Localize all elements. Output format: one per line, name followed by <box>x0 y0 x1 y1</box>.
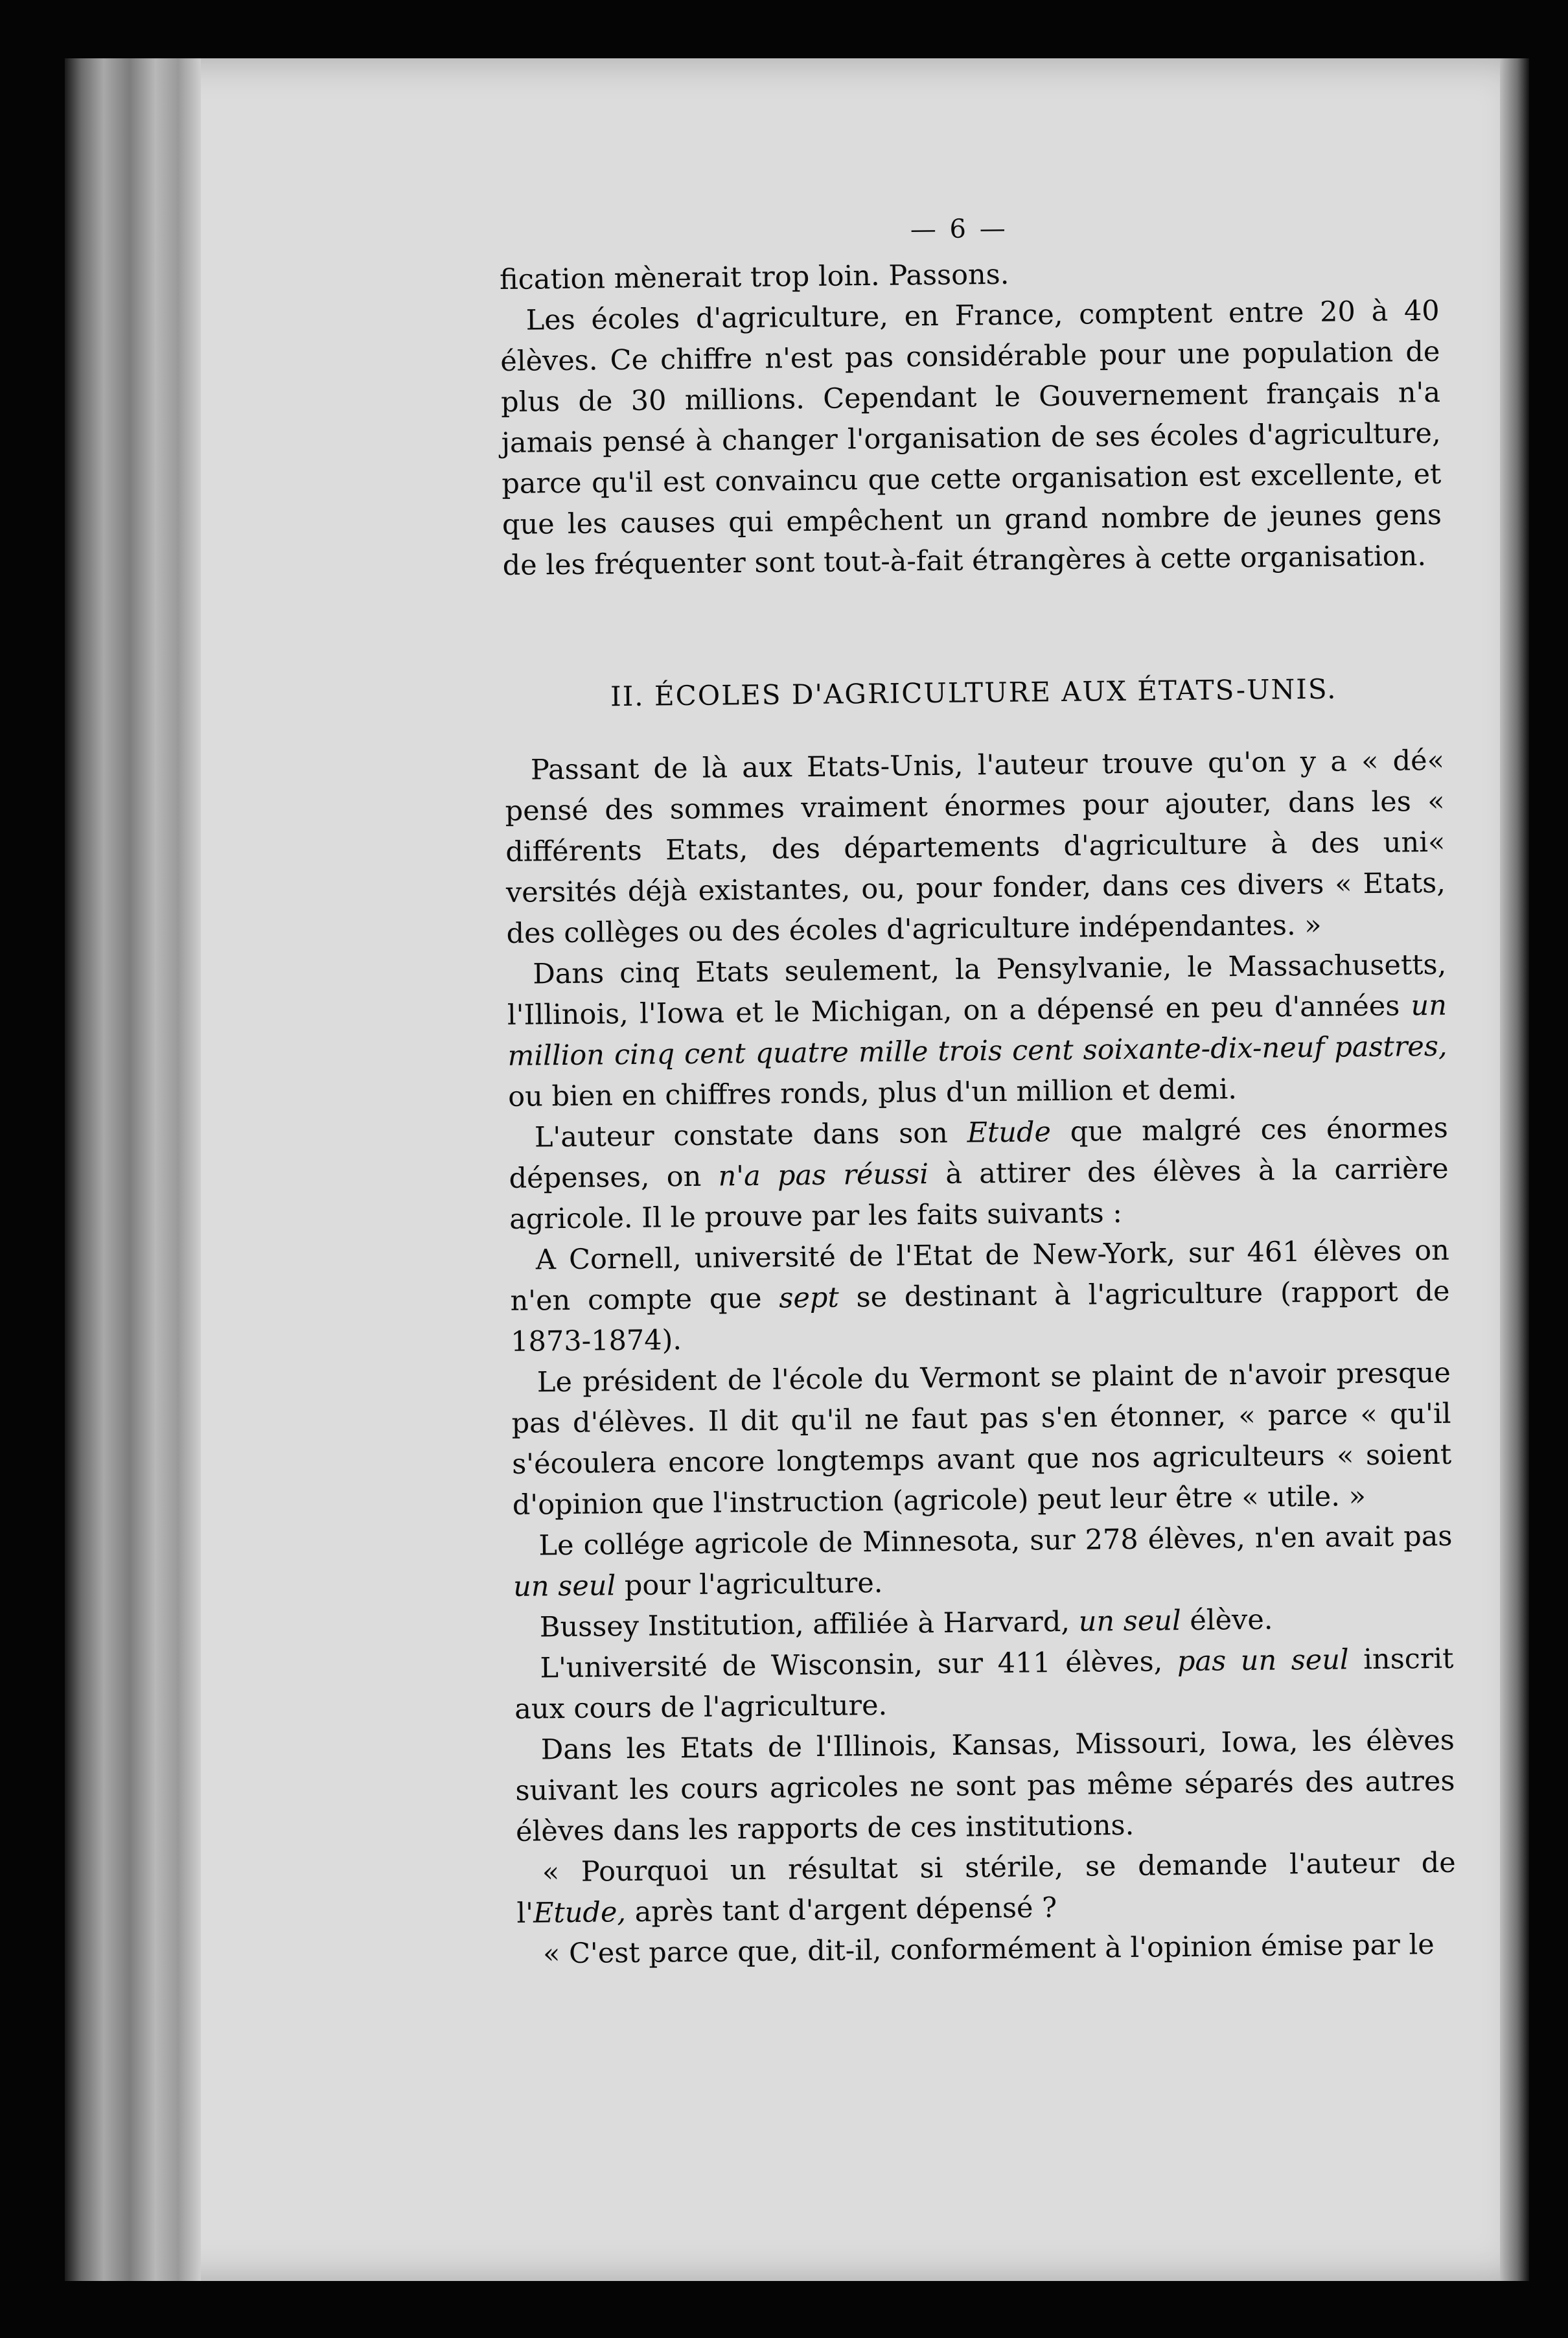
text-run: Dans cinq Etats seulement, la Pensylvanie, le Massachusetts, l'Illinois, l'Iowa et le Michigan, on a dépensé en peu d'années <box>507 948 1447 1032</box>
paragraph-etats-unis-spending: Passant de là aux Etats-Unis, l'auteur trouve qu'on y a « dé« pensé des sommes vraiment énormes pour ajouter, dans les « différents Etats, des départements d'agriculture à des uni« versités déjà existantes, ou, pour fonder, dans ces divers « Etats, des collèges ou des écoles d'agriculture indépendantes. » <box>505 744 1446 950</box>
paragraph-five-states <box>507 945 1448 1118</box>
paragraph-author-finds <box>509 1108 1449 1240</box>
text-run: que malgré ces énormes dépenses, on <box>509 1111 1449 1195</box>
italic-not-succeeded: n'a pas réussi <box>718 1158 929 1193</box>
text-run: pour l'agriculture. <box>615 1566 883 1603</box>
italic-not-one: pas un seul <box>1177 1643 1349 1678</box>
italic-amount: un million cinq cent quatre mille trois cent soixante-dix-neuf pastres, <box>507 989 1447 1072</box>
text-run: L'auteur constate dans son <box>534 1117 967 1154</box>
paragraph-vermont: Le président de l'école du Vermont se plaint de n'avoir presque pas d'élèves. Il dit qu'il ne faut pas s'en étonner, « parce « qu'il s'écoulera encore longtemps avant que nos agriculteurs « soient d'opinion que l'instruction (agricole) peut leur être « utile. » <box>511 1356 1452 1522</box>
page-number: — 6 — <box>910 213 1008 245</box>
text-run: « Pourquoi un résultat si stérile, se demande l'auteur de l' <box>516 1846 1456 1930</box>
paragraph-why-question <box>516 1843 1456 1934</box>
page-text-block <box>499 204 1457 1975</box>
text-run: élève. <box>1181 1603 1273 1638</box>
paragraph-illinois-kansas: Dans les Etats de l'Illinois, Kansas, Missouri, Iowa, les élèves suivant les cours agricoles ne sont pas même séparés des autres élèves dans les rapports de ces institutions. <box>515 1724 1455 1848</box>
section-title: II. ÉCOLES D'AGRICULTURE AUX ÉTATS-UNIS. <box>610 673 1337 713</box>
paragraph-wisconsin <box>514 1639 1454 1730</box>
italic-etude: Etude, <box>533 1896 627 1930</box>
paragraph-france-schools: Les écoles d'agriculture, en France, comptent entre 20 à 40 élèves. Ce chiffre n'est pas considérable pour une population de plus de 30 millions. Cependant le Gouvernement français n'a jamais pensé à changer l'organisation de ses écoles d'agriculture, parce qu'il est convaincu que cette organisation est excellente, et que les causes qui empêchent un grand nombre de jeunes gens de les fréquenter sont tout-à-fait étrangères à cette organisation. <box>500 294 1442 582</box>
italic-not-one: un seul <box>513 1569 616 1603</box>
book-binding-edge <box>65 58 201 2281</box>
italic-seven: sept <box>779 1281 839 1315</box>
paragraph-because: « C'est parce que, dit-il, conformément à l'opinion émise par le <box>542 1928 1435 1971</box>
text-run: à attirer des élèves à la carrière agricole. Il le prouve par les faits suivants : <box>509 1152 1449 1236</box>
page-right-edge <box>1500 58 1529 2281</box>
paragraph-continuation: fication mènerait trop loin. Passons. <box>499 258 1009 296</box>
italic-one: un seul <box>1078 1604 1181 1638</box>
paragraph-minnesota <box>513 1516 1453 1608</box>
text-run: L'université de Wisconsin, sur 411 élèves, <box>540 1645 1178 1685</box>
italic-etude: Etude <box>967 1116 1052 1150</box>
text-run: après tant d'argent dépensé ? <box>625 1892 1057 1929</box>
text-run: Le collége agricole de Minnesota, sur 278 élèves, n'en avait pas <box>538 1520 1453 1562</box>
paragraph-cornell <box>510 1231 1451 1363</box>
text-run: ou bien en chiffres ronds, plus d'un million et demi. <box>508 1073 1238 1113</box>
text-run: se destinant à l'agriculture (rapport de 1873-1874). <box>510 1275 1450 1358</box>
text-run: Bussey Institution, affiliée à Harvard, <box>539 1605 1079 1644</box>
text-run: A Cornell, université de l'Etat de New-York, sur 461 élèves on n'en compte que <box>510 1234 1450 1317</box>
text-run: inscrit aux cours de l'agriculture. <box>514 1642 1454 1726</box>
